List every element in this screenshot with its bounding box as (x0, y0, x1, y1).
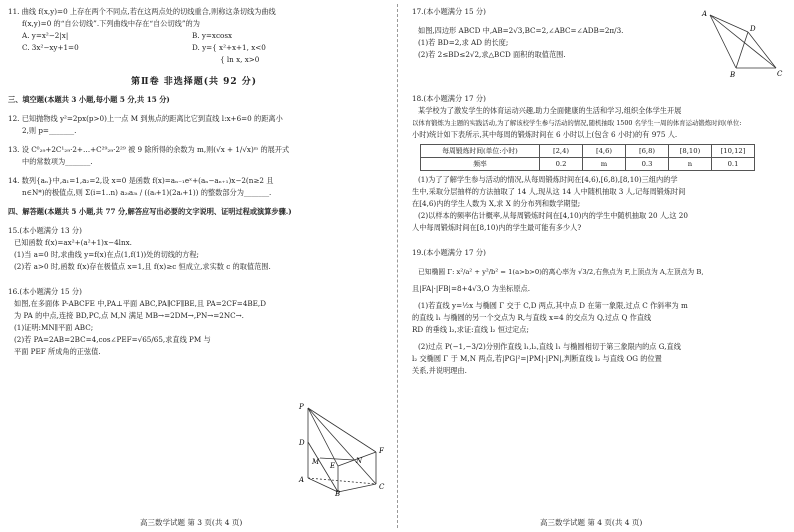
q19-line5: RD 的垂线 l₂,求证:直线 l₂ 恒过定点; (412, 325, 529, 334)
q18-bin: [4,6) (583, 145, 626, 158)
q18-freq: 0.3 (626, 158, 669, 171)
fig17-label-d: D (750, 25, 756, 33)
q17-line1: 如图,四边形 ABCD 中,AB=2√3,BC=2,∠ABC=∠ADB=2π/3. (418, 26, 624, 35)
q16-line4: (2)若 PA=2AB=2BC=4,cos∠PEF=√65/65,求直线 PM 与 (14, 335, 211, 344)
q11-option-c: C. 3x²−xy+1=0 (22, 43, 79, 52)
q17-line3: (2)若 2≤BD≤2√2,求△BCD 面积的取值范围. (418, 50, 566, 59)
q12-line1: 12. 已知抛物线 y²=2px(p>0)上一点 M 到焦点的距离比它到直线 l:x+6=0 的距离小 (8, 114, 283, 123)
fig16-label-m: M (312, 458, 320, 466)
q11-line1: 11. 曲线 f(x,y)=0 上存在两个不同点,若在这两点处的切线重合,则称这条切线为曲线 (8, 7, 276, 16)
q18-row-label: 频率 (421, 158, 540, 171)
q18-line6: 在[4,6)内的学生人数为 X,求 X 的分布列和数学期望; (412, 199, 581, 208)
part4-heading: 四、解答题(本题共 5 小题,共 77 分,解答应写出必要的文字说明、证明过程或演算步骤.) (8, 207, 292, 216)
q17-heading: 17.(本小题满分 15 分) (412, 7, 486, 16)
q11-option-d (192, 42, 362, 66)
q11-option-a: A. y=x²−2|x| (22, 31, 69, 40)
q16-polyhedron-figure (290, 400, 390, 496)
q16-line3: (1)证明:MN∥平面 ABC; (14, 323, 94, 332)
q19-line8: 关系,并说明理由. (412, 366, 467, 375)
fig16-label-a: A (299, 476, 305, 484)
q11-option-b: B. y=xcosx (192, 31, 233, 40)
q16-line5: 平面 PEF 所成角的正弦值. (14, 347, 101, 356)
fig16-label-c: C (379, 483, 385, 491)
q11-options-cd (8, 42, 380, 66)
part3-heading: 三、填空题(本题共 3 小题,每小题 5 分,共 15 分) (8, 95, 170, 104)
q18-line3: 小时)统计如下表所示,其中每周的锻炼时间在 6 小时以上(包含 6 小时)的有 975 人. (412, 130, 678, 139)
q14-line1: 14. 数列{aₙ}中,a₁=1,a₂=2,设 x=0 是函数 f(x)=aₙ₋₁eˣ+(aₙ−aₙ₊₁)x−2(n≥2 且 (8, 176, 274, 185)
section-title: 第Ⅱ卷 非选择题(共 92 分) (130, 77, 258, 87)
q14-line2: n∈N*)的极值点,则 Σ(i=1..n) a₂ᵢa₃ᵢ / ((aᵢ+1)(2aᵢ+1)) 的整数部分为_______. (22, 188, 272, 197)
q18-line5: 生中,采取分层抽样的方法抽取了 14 人,现从这 14 人中随机抽取 3 人,记每周锻炼时间 (412, 187, 686, 196)
q19-line6: (2)过点 P(−1,−3/2)分别作直线 l₁,l₂,直线 l₁ 与椭圆相切于第三象限内的点 G,直线 (418, 342, 681, 351)
q18-heading: 18.(本小题满分 17 分) (412, 94, 486, 103)
q16-line2: 为 PA 的中点,连接 BD,PC,点 M,N 满足 MB→=2DM→,PN→=2NC→. (14, 311, 244, 320)
q15-heading: 15.(本小题满分 13 分) (8, 226, 82, 235)
q18-line8: 人中每周锻炼时间在[8,10)内的学生最可能有多少人? (412, 223, 582, 232)
q18-frequency-table (420, 144, 755, 171)
q18-line2: 以体育锻炼为主题的实践活动,为了解该校学生参与活动的情况,随机抽取 1500 名学生一周的体育运动锻炼时间(单位: (412, 119, 742, 127)
left-page (8, 6, 380, 358)
q18-line1: 某学校为了激发学生的体育运动兴趣,助力全面健康的生活和学习,组织全体学生开展 (418, 106, 682, 115)
footer-page-3: 高三数学试题 第 3 页(共 4 页) (140, 518, 243, 527)
q19-line2: 且|FA|·|FB|=8+4√3,O 为坐标原点. (412, 284, 531, 293)
q19-line1: 已知椭圆 Γ: x²/a² + y²/b² = 1(a>b>0)的离心率为 √3/2,右焦点为 F,上顶点为 A,左顶点为 B, (418, 268, 704, 276)
q18-bin: [2,4) (540, 145, 583, 158)
q18-bin: [10,12] (712, 145, 755, 158)
fig17-label-b: B (730, 71, 736, 78)
q11-option-d-line2: { ln x, x>0 (220, 55, 260, 64)
q17-quadrilateral-figure (700, 8, 784, 78)
fig16-label-e: E (330, 462, 336, 470)
q15-line1: 已知函数 f(x)=ax²+(a²+1)x−4lnx. (14, 238, 132, 247)
fig16-label-p: P (299, 403, 304, 411)
q13-line1: 13. 设 C⁰₂₉+2C¹₂₉·2+…+C²⁹₂₉·2²⁹ 被 9 除所得的余数为 m,则(√x + 1/√x)ᵐ 的展开式 (8, 145, 290, 154)
q18-line4: (1)为了了解学生参与活动的情况,从每周锻炼时间在[4,6),[6,8),[8,10)三组内的学 (418, 175, 678, 184)
q17-line2: (1)若 BD=2,求 AD 的长度; (418, 38, 509, 47)
q15-line2: (1)当 a=0 时,求曲线 y=f(x)在点(1,f(1))处的切线的方程; (14, 250, 199, 259)
q18-freq: n (669, 158, 712, 171)
q16-line1: 如图,在多面体 P-ABCFE 中,PA⊥平面 ABC,PA∥CF∥BE,且 PA=2CF=4BE,D (14, 299, 266, 308)
q18-freq: 0.1 (712, 158, 755, 171)
q19-line4: 的直线 l₁ 与椭圆的另一个交点为 R,与直线 x=4 的交点为 Q,过点 Q 作直线 (412, 313, 652, 322)
fig17-label-a: A (702, 10, 708, 18)
q18-bin: [6,8) (626, 145, 669, 158)
q13-line2: 中的常数项为_______. (22, 157, 93, 166)
q18-line7: (2)以样本的频率估计概率,从每周锻炼时间在[4,10)内的学生中随机抽取 20 人,这 20 (418, 211, 688, 220)
q18-freq: m (583, 158, 626, 171)
q15-line3: (2)若 a>0 时,函数 f(x)存在极值点 x=1,且 f(x)≥c 恒成立,求实数 c 的取值范围. (14, 262, 271, 271)
q11-option-d-line1: D. y={ x²+x+1, x<0 (192, 43, 266, 52)
q18-table-header: 每周锻炼时间(单位:小时) (421, 145, 540, 158)
q18-table-freq-row (421, 158, 755, 171)
q19-line7: l₂ 交椭圆 Γ 于 M,N 两点,若|PG|²=|PM|·|PN|,判断直线 l₂ 与直线 OG 的位置 (412, 354, 662, 363)
fig16-label-d: D (299, 439, 305, 447)
q11-line2: f(x,y)=0 的“自公切线”.下列曲线中存在“自公切线”的为 (22, 19, 200, 28)
q18-table-header-row (421, 145, 755, 158)
fig16-label-n: N (356, 457, 363, 465)
fig16-label-f: F (379, 447, 384, 455)
page-divider (397, 4, 398, 528)
q11-options-ab (8, 30, 380, 42)
q12-line2: 2,则 p=_______. (22, 126, 77, 135)
footer-page-4: 高三数学试题 第 4 页(共 4 页) (540, 518, 643, 527)
question-11 (8, 6, 380, 66)
q18-freq: 0.2 (540, 158, 583, 171)
fig17-label-c: C (777, 70, 783, 78)
q18-bin: [8,10) (669, 145, 712, 158)
q19-heading: 19.(本小题满分 17 分) (412, 248, 486, 257)
q16-heading: 16.(本小题满分 15 分) (8, 287, 82, 296)
q19-line3: (1)若直线 y=½x 与椭圆 Γ 交于 C,D 两点,其中点 D 在第一象限,过点 C 作斜率为 m (418, 301, 688, 310)
fig16-label-b: B (335, 490, 341, 496)
